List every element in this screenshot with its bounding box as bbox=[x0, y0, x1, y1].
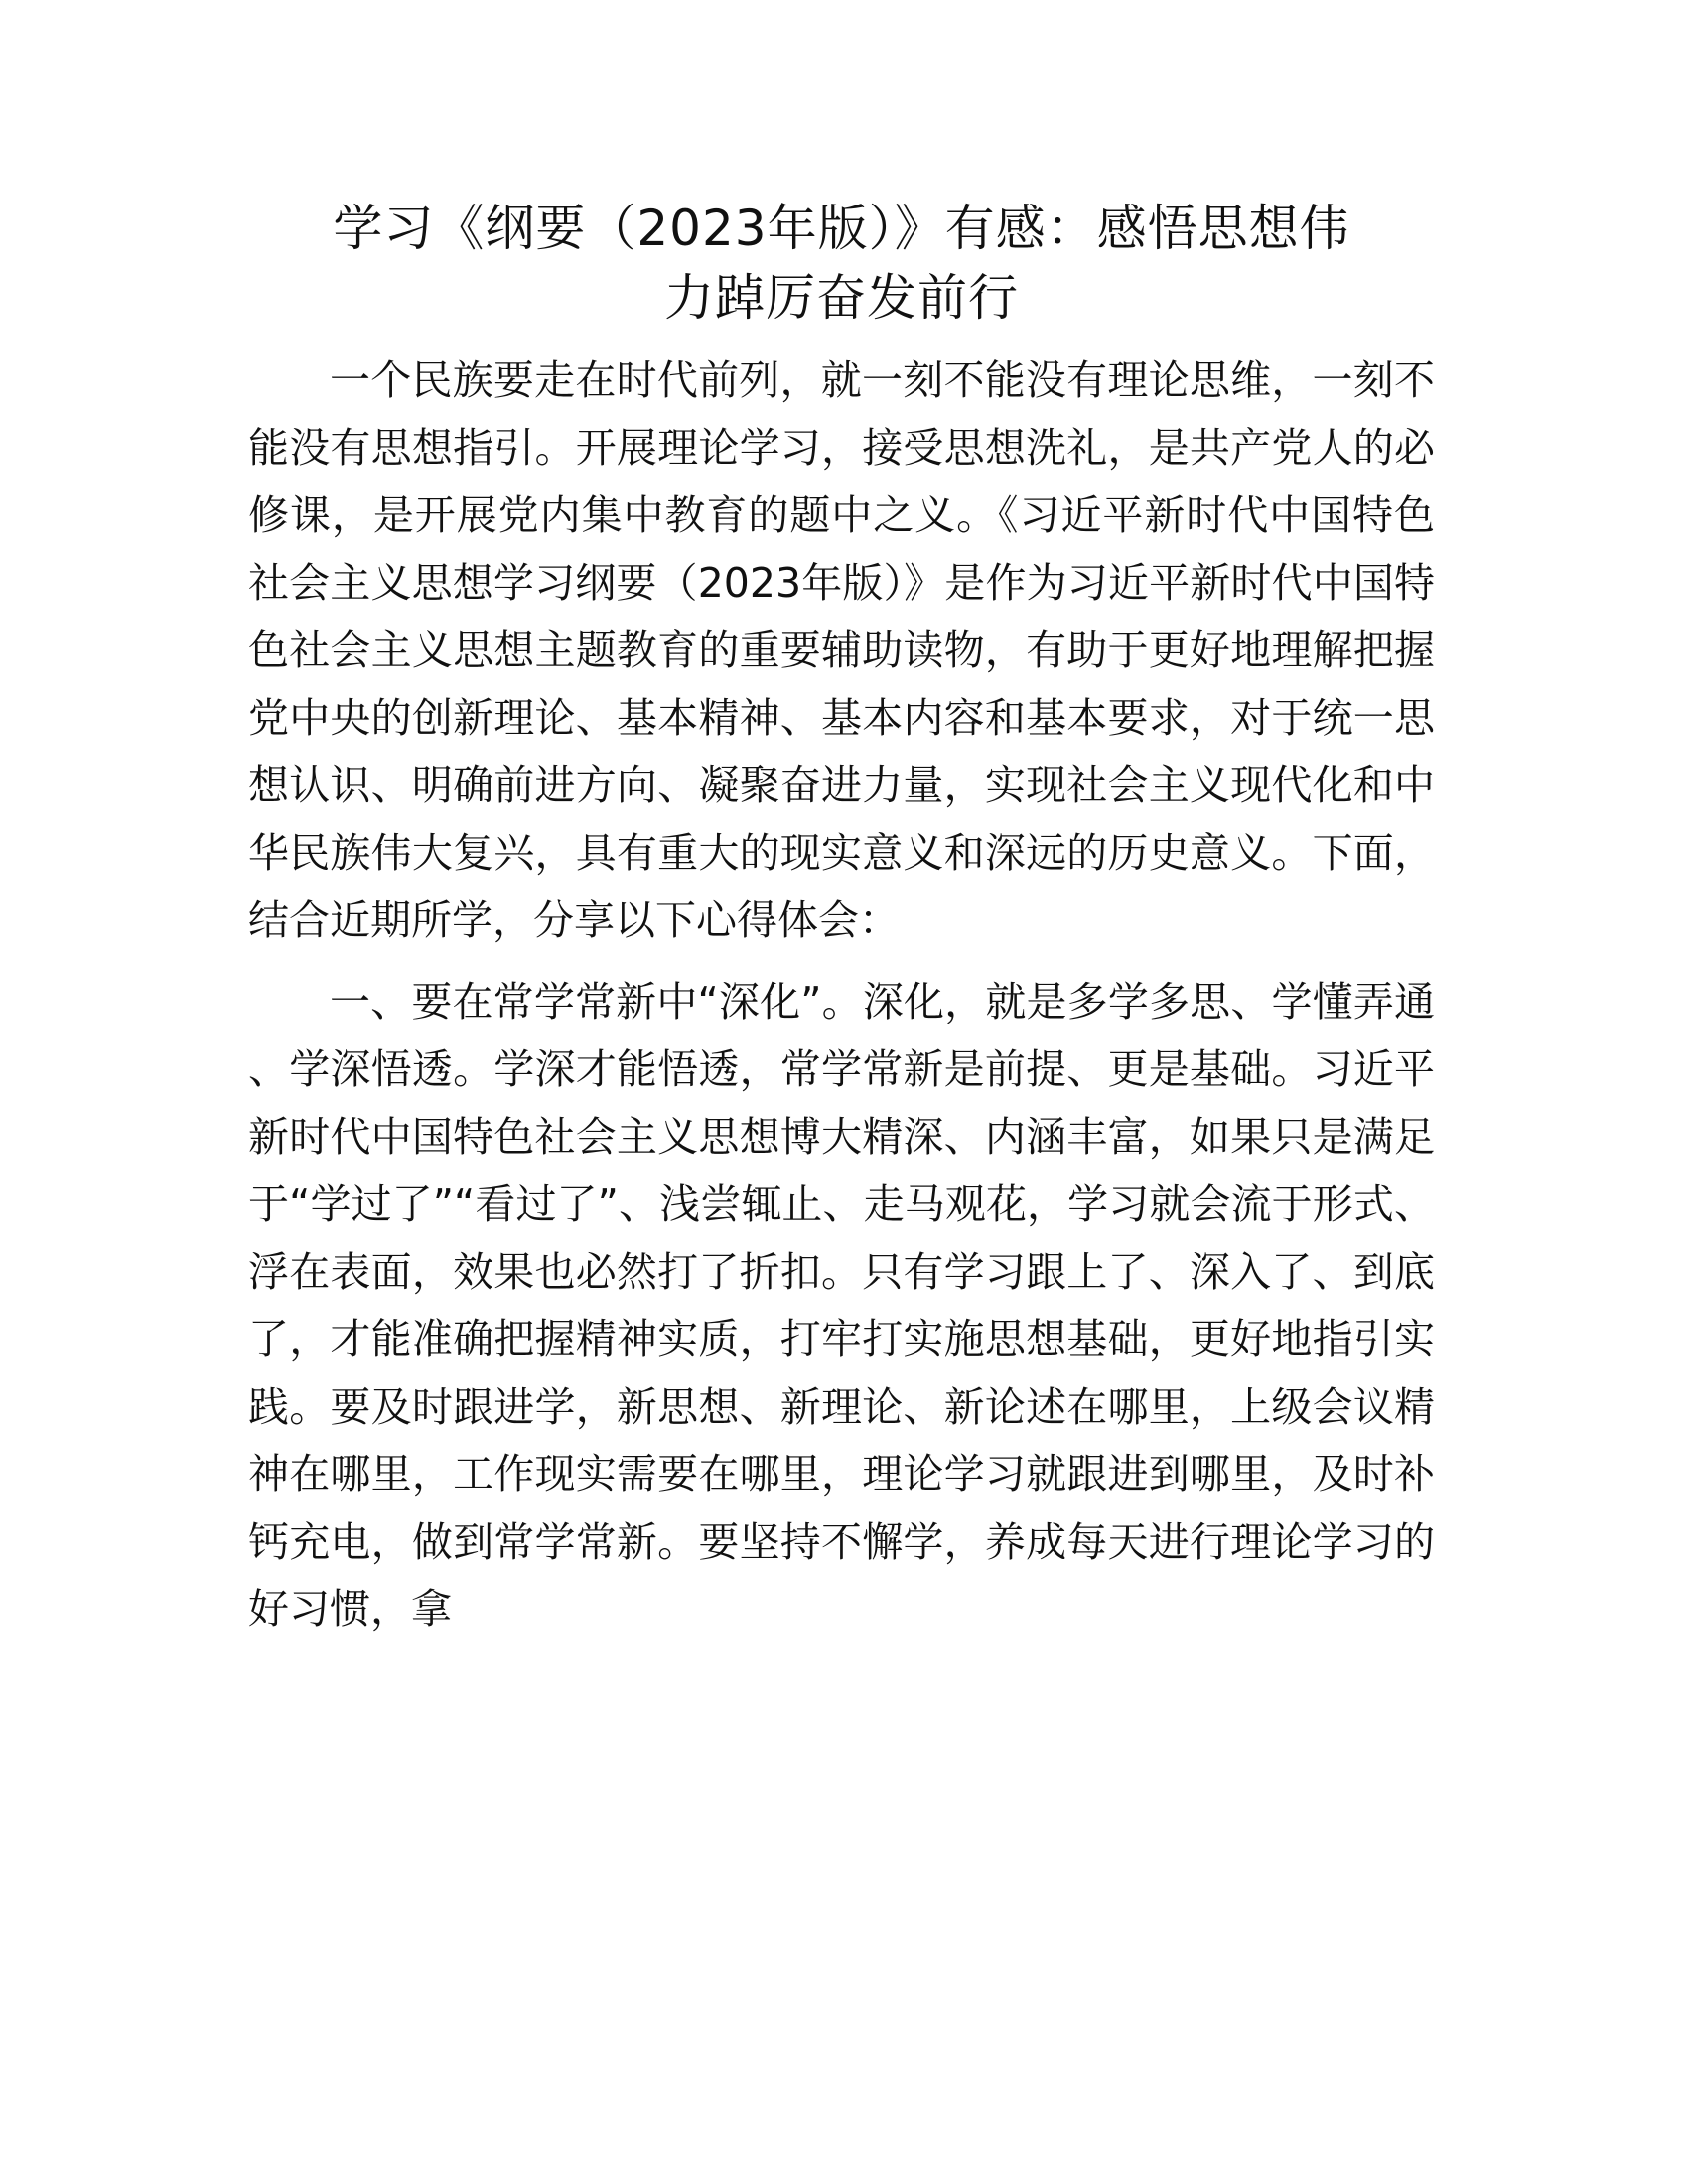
paragraph-section-1: 一、要在常学常新中“深化”。深化，就是多学多思、学懂弄通、学深悟透。学深才能悟透，常学常新是前提、更是基础。习近平新时代中国特色社会主义思想博大精深、内涵丰富，如果只是满足于“学过了”“看过了”、浅尝辄止、走马观花，学习就会流于形式、浮在表面，效果也必然打了折扣。只有学习跟上了、深入了、到底了，才能准确把握精神实质，打牢打实施思想基础，更好地指引实践。要及时跟进学，新思想、新理论、新论述在哪里，上级会议精神在哪里，工作现实需要在哪里，理论学习就跟进到哪里，及时补钙充电，做到常学常新。要坚持不懈学，养成每天进行理论学习的好习惯，拿 bbox=[248, 978, 1435, 1633]
title-line-1: 学习《纲要（2023年版）》有感：感悟思想伟 bbox=[333, 200, 1350, 257]
title-line-2: 力踔厉奋发前行 bbox=[664, 269, 1019, 327]
paragraph-intro: 一个民族要走在时代前列，就一刻不能没有理论思维，一刻不能没有思想指引。开展理论学习，接受思想洗礼，是共产党人的必修课，是开展党内集中教育的题中之义。《习近平新时代中国特色社会主义思想学习纲要（2023年版）》是作为习近平新时代中国特色社会主义思想主题教育的重要辅助读物，有助于更好地理解把握党中央的创新理论、基本精神、基本内容和基本要求，对于统一思想认识、明确前进方向、凝聚奋进力量，实现社会主义现代化和中华民族伟大复兴，具有重大的现实意义和深远的历史意义。下面，结合近期所学，分享以下心得体会： bbox=[248, 356, 1435, 944]
document-title bbox=[248, 194, 1435, 333]
document-body bbox=[248, 194, 1435, 1643]
